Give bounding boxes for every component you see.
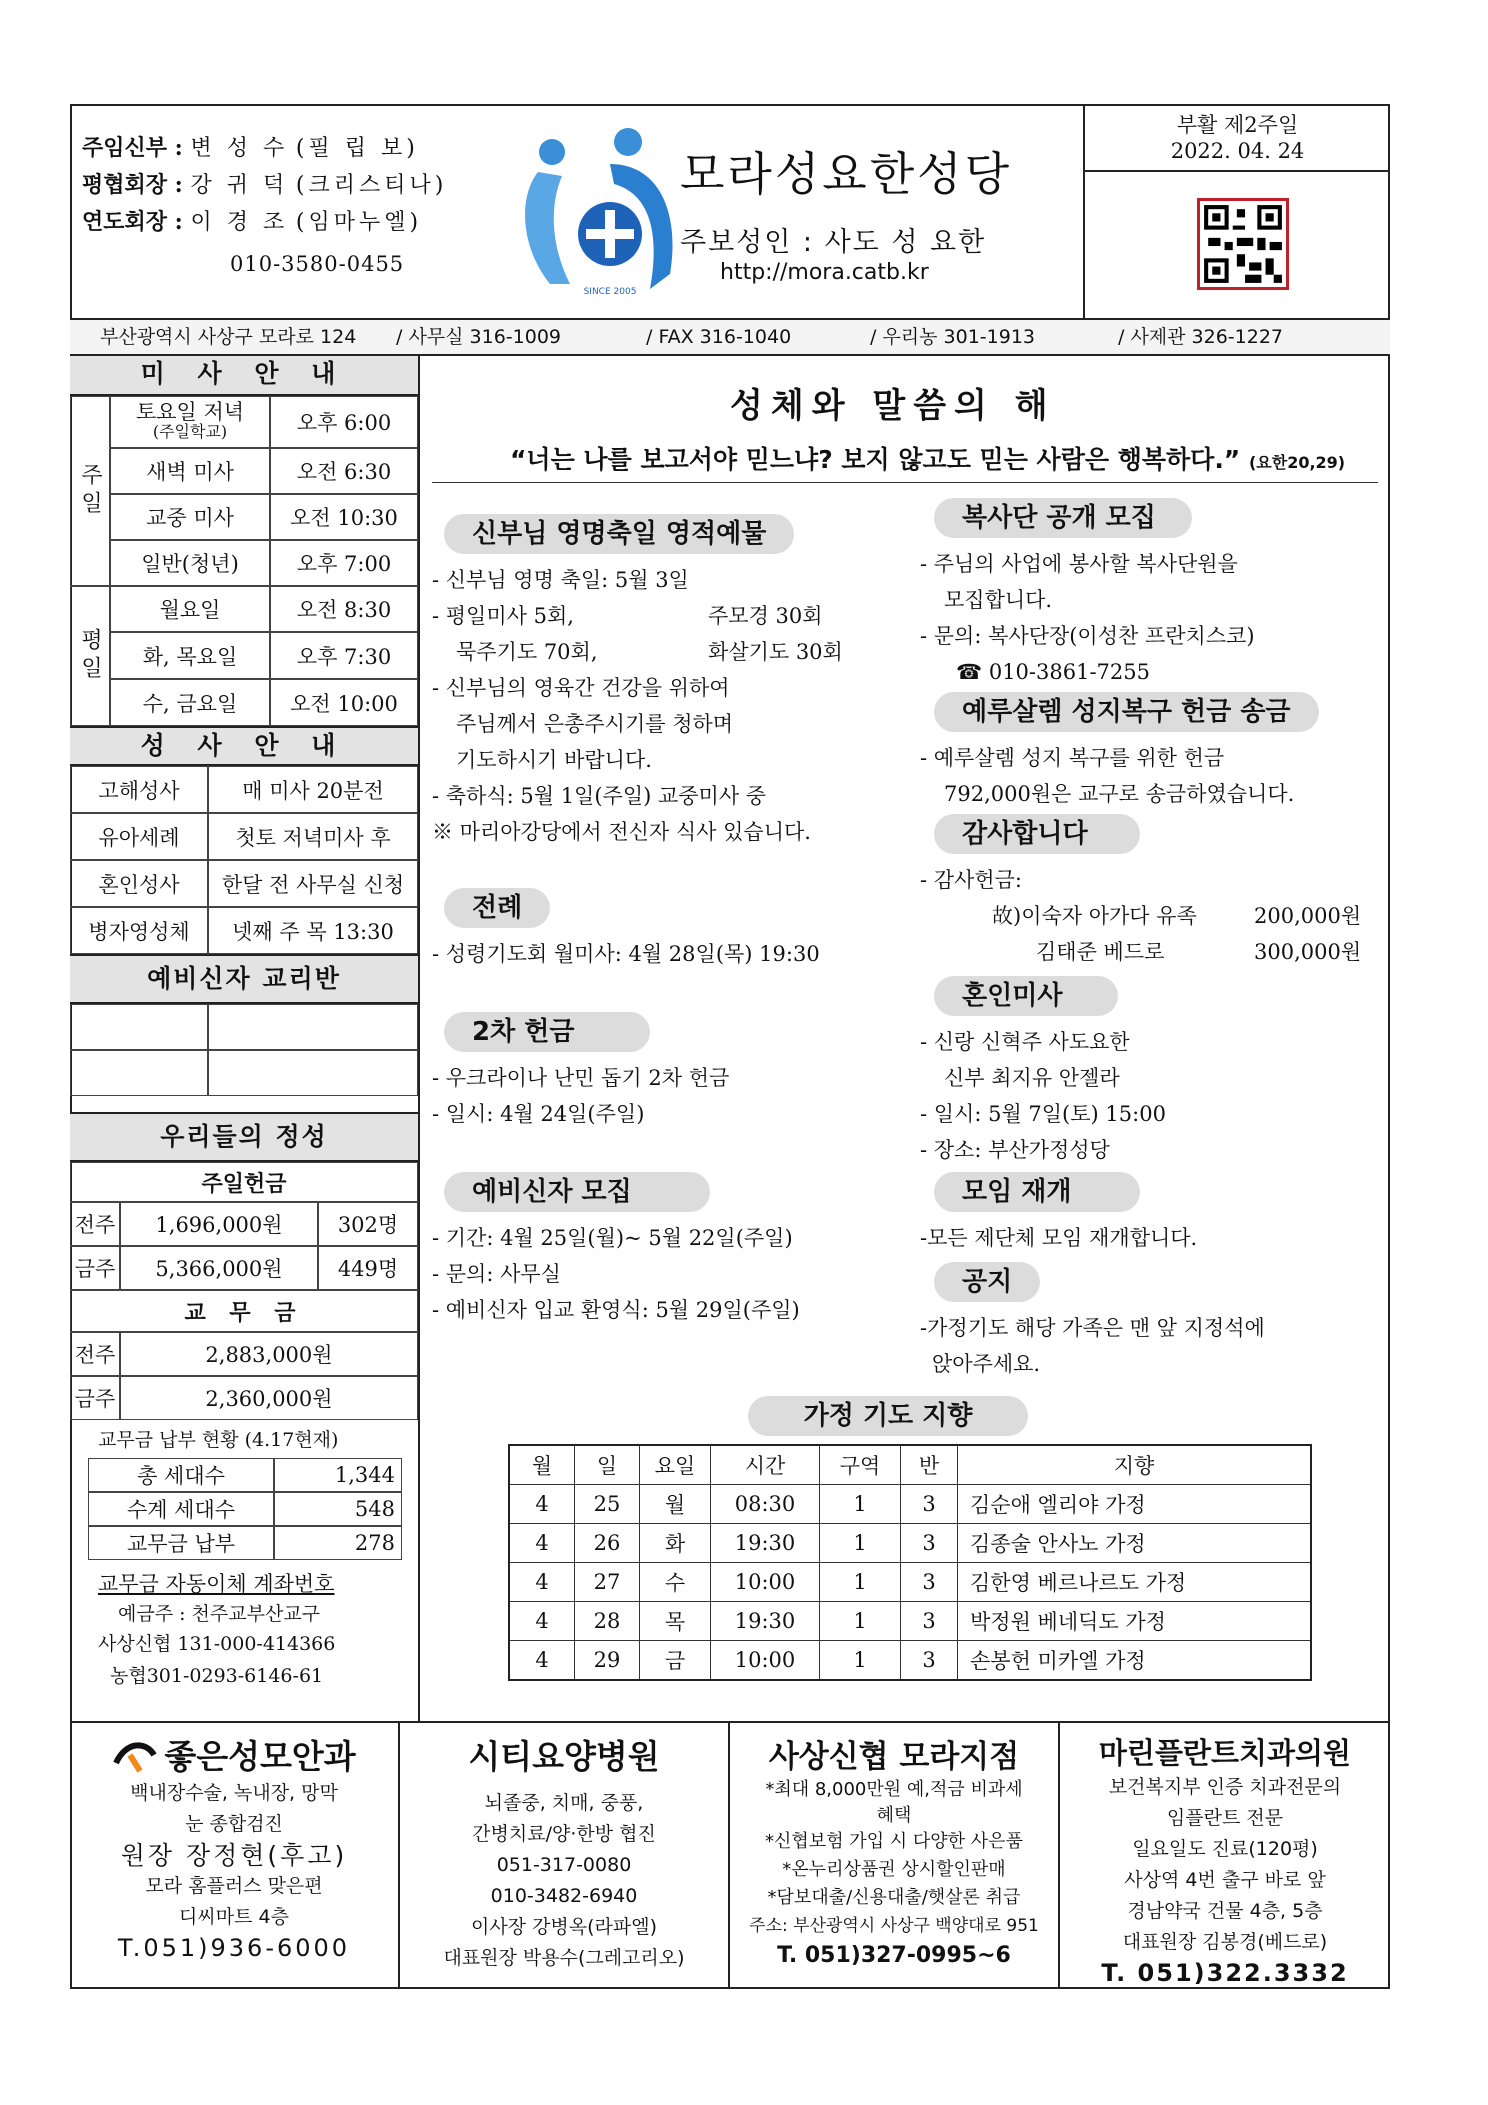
jerusalem-line: - 예루살렘 성지 복구를 위한 헌금 bbox=[920, 746, 1225, 770]
baptized-households-value: 548 bbox=[274, 1492, 402, 1526]
col-group: 반 bbox=[901, 1445, 958, 1485]
total-households-value: 1,344 bbox=[274, 1458, 402, 1492]
col-district: 구역 bbox=[820, 1445, 901, 1485]
year-theme: 성체와 말씀의 해 bbox=[730, 386, 1056, 426]
sacrament-confession: 고해성사 bbox=[70, 766, 208, 813]
sunday-offering-title: 주일헌금 bbox=[70, 1162, 418, 1202]
header bbox=[70, 104, 1390, 318]
fee-curr-amount: 2,360,000원 bbox=[120, 1376, 418, 1420]
feast-line: - 평일미사 5회, bbox=[432, 604, 574, 628]
leader-phone: 010-3580-0455 bbox=[230, 252, 405, 276]
address: 부산광역시 사상구 모라로 124 bbox=[100, 326, 357, 348]
mass-dawn-time: 오전 6:30 bbox=[270, 448, 418, 494]
mass-monday-name: 월요일 bbox=[110, 586, 270, 632]
mass-wedfri-name: 수, 금요일 bbox=[110, 679, 270, 726]
server-heading: 복사단 공개 모집 bbox=[934, 498, 1192, 538]
baptized-households-label: 수계 세대수 bbox=[88, 1492, 274, 1526]
ads-bar bbox=[70, 1721, 1390, 1989]
mass-tuethu-name: 화, 목요일 bbox=[110, 632, 270, 679]
mass-monday-time: 오전 8:30 bbox=[270, 586, 418, 632]
ad-eye-clinic: 좋은성모안과 백내장수술, 녹내장, 망막 눈 종합검진 원장 장정현(후고) 모라 홈플러스 맞은편 디씨마트 4층 T.051)936-6000 bbox=[70, 1723, 400, 1989]
server-line: 모집합니다. bbox=[944, 588, 1053, 612]
thanks-line: - 감사헌금: bbox=[920, 868, 1022, 892]
liturgy-heading: 전례 bbox=[444, 888, 550, 928]
mass-youth-time: 오후 7:00 bbox=[270, 540, 418, 586]
mass-main-name: 교중 미사 bbox=[110, 494, 270, 540]
table-row: 4 26 화 19:30 1 3 김종술 안사노 가정 bbox=[509, 1524, 1311, 1563]
resume-line: -모든 제단체 모임 재개합니다. bbox=[920, 1226, 1198, 1250]
server-line: - 문의: 복사단장(이성찬 프란치스코) bbox=[920, 624, 1255, 648]
sunday-label: 주일 bbox=[70, 396, 110, 586]
parish-title: 모라성요한성당 bbox=[680, 147, 1013, 201]
feast-line: 묵주기도 70회, bbox=[456, 640, 598, 664]
mass-dawn-name: 새벽 미사 bbox=[110, 448, 270, 494]
fee-paid-value: 278 bbox=[274, 1526, 402, 1560]
sacrament-baptism-info: 첫토 저녁미사 후 bbox=[208, 813, 418, 860]
mass-youth-name: 일반(청년) bbox=[110, 540, 270, 586]
qr-box bbox=[1083, 172, 1392, 318]
vestry-phone: / 우리농 301-1913 bbox=[870, 326, 1036, 348]
mass-saturday-name: 토요일 저녁 (주일학교) bbox=[110, 396, 270, 448]
catechumen-heading: 예비신자 모집 bbox=[444, 1172, 710, 1212]
fee-status-title: 교무금 납부 현황 (4.17현재) bbox=[98, 1429, 339, 1451]
feast-heading: 신부님 영명축일 영적예물 bbox=[444, 514, 794, 554]
wedding-line: - 장소: 부산가정성당 bbox=[920, 1138, 1110, 1162]
offering-prev-amount: 1,696,000원 bbox=[120, 1202, 318, 1246]
patron-saint: 주보성인 : 사도 성 요한 bbox=[680, 227, 987, 258]
sacrament-baptism: 유아세례 bbox=[70, 813, 208, 860]
offering-curr-amount: 5,366,000원 bbox=[120, 1246, 318, 1290]
announce-line: -가정기도 해당 가족은 맨 앞 지정석에 bbox=[920, 1316, 1265, 1340]
feast-line: 화살기도 30회 bbox=[708, 640, 843, 664]
col-month: 월 bbox=[509, 1445, 575, 1485]
catechumen-line: - 기간: 4월 25일(월)~ 5월 22일(주일) bbox=[432, 1226, 793, 1250]
leaders bbox=[82, 130, 447, 241]
liturgy-line: - 성령기도회 월미사: 4월 28일(목) 19:30 bbox=[432, 942, 820, 966]
table-row: 4 29 금 10:00 1 3 손봉헌 미카엘 가정 bbox=[509, 1641, 1311, 1681]
eye-clinic-logo-icon bbox=[112, 1737, 158, 1773]
catechumen-line: - 예비신자 입교 환영식: 5월 29일(주일) bbox=[432, 1298, 800, 1322]
sacrament-marriage-info: 한달 전 사무실 신청 bbox=[208, 860, 418, 907]
donor-amount: 200,000원 bbox=[1254, 904, 1362, 928]
gospel-quote: “너는 나를 보고서야 믿느냐? 보지 않고도 믿는 사람은 행복하다.” (요한20,29) bbox=[510, 445, 1346, 474]
fee-curr-label: 금주 bbox=[70, 1376, 120, 1420]
ad-dental: 마린플란트치과의원 보건복지부 인증 치과전문의 임플란트 전문 일요일도 진료(120평) 사상역 4번 출구 바로 앞 경남약국 건물 4층, 5층 대표원장 김봉경(베드로) T. 051)322.3332 bbox=[1098, 1736, 1352, 1987]
donor-name: 김태준 베드로 bbox=[1036, 940, 1165, 964]
mass-saturday-time: 오후 6:00 bbox=[270, 396, 418, 448]
leader-prayer: 연도회장 : 이 경 조 (임마누엘) bbox=[82, 209, 423, 235]
mass-schedule-title: 미 사 안 내 bbox=[70, 356, 418, 396]
donor-name: 故)이숙자 아가다 유족 bbox=[992, 904, 1197, 928]
catechumen-cell bbox=[70, 1004, 208, 1050]
account-nonghyup: 농협301-0293-6146-61 bbox=[110, 1665, 324, 1687]
second-collection-heading: 2차 헌금 bbox=[444, 1012, 650, 1052]
table-row: 4 25 월 08:30 1 3 김순애 엘리야 가정 bbox=[509, 1485, 1311, 1524]
sacrament-title: 성 사 안 내 bbox=[70, 726, 418, 766]
catechumen-line: - 문의: 사무실 bbox=[432, 1262, 561, 1286]
account-shinhyup: 사상신협 131-000-414366 bbox=[98, 1633, 336, 1655]
catechumen-class-title: 예비신자 교리반 bbox=[70, 954, 418, 1004]
offering-curr-label: 금주 bbox=[70, 1246, 120, 1290]
logo-text: SINCE 2005 bbox=[583, 287, 637, 297]
address-bar bbox=[70, 318, 1390, 356]
sacrament-confession-info: 매 미사 20분전 bbox=[208, 766, 418, 813]
mass-tuethu-time: 오후 7:30 bbox=[270, 632, 418, 679]
wedding-line: - 신랑 신혁주 사도요한 bbox=[920, 1030, 1130, 1054]
offering-prev-count: 302명 bbox=[318, 1202, 418, 1246]
feast-line: - 신부님의 영육간 건강을 위하여 bbox=[432, 676, 730, 700]
col-intention: 지향 bbox=[958, 1445, 1312, 1485]
theme-divider bbox=[432, 482, 1378, 483]
parish-fee-title: 교 무 금 bbox=[70, 1290, 418, 1332]
feast-line: 주모경 30회 bbox=[708, 604, 823, 628]
wedding-line: - 일시: 5월 7일(토) 15:00 bbox=[920, 1102, 1166, 1126]
fee-prev-amount: 2,883,000원 bbox=[120, 1332, 418, 1376]
offering-title: 우리들의 정성 bbox=[70, 1112, 418, 1162]
fax: / FAX 316-1040 bbox=[646, 326, 792, 348]
table-row: 4 28 목 19:30 1 3 박정원 베네딕도 가정 bbox=[509, 1602, 1311, 1641]
leader-pastor: 주임신부 : 변 성 수 (필 립 보) bbox=[82, 135, 419, 161]
thanks-heading: 감사합니다 bbox=[934, 814, 1140, 854]
col-weekday: 요일 bbox=[640, 1445, 711, 1485]
mass-wedfri-time: 오전 10:00 bbox=[270, 679, 418, 726]
wedding-line: 신부 최지유 안젤라 bbox=[944, 1066, 1120, 1090]
catechumen-cell bbox=[70, 1050, 208, 1096]
offering-prev-label: 전주 bbox=[70, 1202, 120, 1246]
table-row: 4 27 수 10:00 1 3 김한영 베르나르도 가정 bbox=[509, 1563, 1311, 1602]
jerusalem-heading: 예루살렘 성지복구 헌금 송금 bbox=[934, 692, 1319, 732]
second-collection-line: - 우크라이나 난민 돕기 2차 헌금 bbox=[432, 1066, 730, 1090]
catechumen-cell bbox=[208, 1050, 418, 1096]
account-title: 교무금 자동이체 계좌번호 bbox=[98, 1572, 335, 1596]
announce-line: 앉아주세요. bbox=[932, 1352, 1041, 1376]
offering-curr-count: 449명 bbox=[318, 1246, 418, 1290]
office-phone: / 사무실 316-1009 bbox=[396, 326, 562, 348]
wedding-heading: 혼인미사 bbox=[934, 976, 1118, 1016]
qr-code-icon[interactable] bbox=[1197, 198, 1289, 290]
feast-line: - 축하식: 5월 1일(주일) 교중미사 중 bbox=[432, 784, 767, 808]
date-box bbox=[1083, 104, 1390, 172]
mass-main-time: 오전 10:30 bbox=[270, 494, 418, 540]
sacrament-marriage: 혼인성사 bbox=[70, 860, 208, 907]
issue-date: 2022. 04. 24 bbox=[1170, 139, 1305, 163]
left-column bbox=[70, 356, 420, 1721]
fee-prev-label: 전주 bbox=[70, 1332, 120, 1376]
col-time: 시간 bbox=[711, 1445, 820, 1485]
account-holder: 예금주 : 천주교부산교구 bbox=[118, 1603, 321, 1625]
parish-url[interactable]: http://mora.catb.kr bbox=[720, 260, 929, 285]
feast-line: ※ 마리아강당에서 전신자 식사 있습니다. bbox=[432, 820, 811, 844]
feast-line: 주님께서 은총주시기를 청하며 bbox=[456, 712, 734, 736]
feast-line: - 신부님 영명 축일: 5월 3일 bbox=[432, 568, 689, 592]
catechumen-cell bbox=[208, 1004, 418, 1050]
total-households-label: 총 세대수 bbox=[88, 1458, 274, 1492]
server-phone: ☎ 010-3861-7255 bbox=[956, 660, 1150, 684]
resume-heading: 모임 재개 bbox=[934, 1172, 1140, 1212]
second-collection-line: - 일시: 4월 24일(주일) bbox=[432, 1102, 645, 1126]
fee-paid-label: 교무금 납부 bbox=[88, 1526, 274, 1560]
ad-hospital: 시티요양병원 뇌졸중, 치매, 중풍, 간병치료/양·한방 협진 051-317-0080 010-3482-6940 이사장 강병옥(라파엘) 대표원장 박용수(그레고리오) bbox=[400, 1723, 730, 1989]
sacrament-sick: 병자영성체 bbox=[70, 907, 208, 954]
liturgical-week: 부활 제2주일 bbox=[1176, 113, 1299, 137]
feast-line: 기도하시기 바랍니다. bbox=[456, 748, 652, 772]
rectory-phone: / 사제관 326-1227 bbox=[1118, 326, 1284, 348]
family-prayer-table bbox=[508, 1444, 1312, 1681]
announce-heading: 공지 bbox=[934, 1262, 1040, 1302]
jerusalem-line: 792,000원은 교구로 송금하였습니다. bbox=[944, 782, 1295, 806]
table-header-row bbox=[509, 1445, 1311, 1485]
leader-council: 평협회장 : 강 귀 덕 (크리스티나) bbox=[82, 172, 448, 198]
weekday-label: 평일 bbox=[70, 586, 110, 726]
server-line: - 주님의 사업에 봉사할 복사단원을 bbox=[920, 552, 1238, 576]
col-day: 일 bbox=[575, 1445, 640, 1485]
sacrament-sick-info: 넷째 주 목 13:30 bbox=[208, 907, 418, 954]
ad-credit-union: 사상신협 모라지점 *최대 8,000만원 예,적금 비과세 혜택 *신협보험 가입 시 다양한 사은품 *온누리상품권 상시할인판매 *담보대출/신용대출/햇살론 취급 주소: 부산광역시 사상구 백양대로 951 T. 051)327-0995~6 bbox=[730, 1723, 1060, 1989]
donor-amount: 300,000원 bbox=[1254, 940, 1362, 964]
family-prayer-heading: 가정 기도 지향 bbox=[748, 1396, 1028, 1436]
